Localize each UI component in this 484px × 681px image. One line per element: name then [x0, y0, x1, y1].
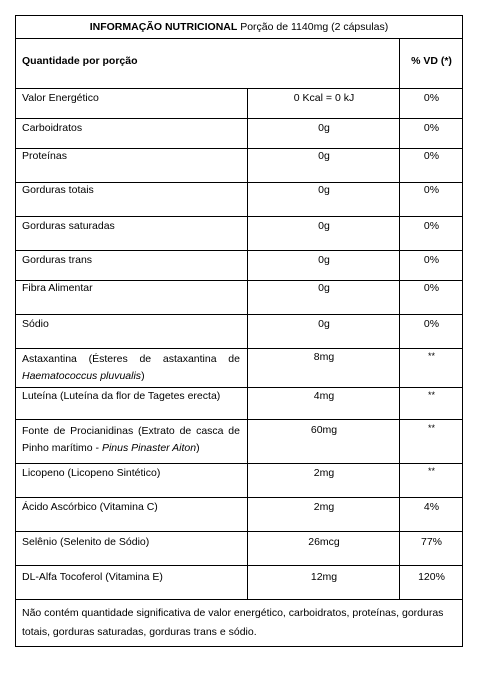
divider — [16, 463, 462, 464]
divider — [16, 599, 462, 600]
divider — [16, 387, 462, 388]
title-portion: Porção de 1140mg (2 cápsulas) — [237, 21, 389, 33]
row-vd: 0% — [423, 92, 440, 104]
row-name-italic: Pinus Pinaster Aiton — [101, 442, 197, 454]
column-divider — [247, 88, 248, 599]
row-amount: 26mcg — [308, 536, 340, 548]
row-name-italic: Haematococcus pluvualis — [22, 370, 142, 382]
divider — [16, 348, 462, 349]
row-amount: 0g — [318, 254, 330, 266]
row-vd: 0% — [423, 318, 440, 330]
divider — [16, 497, 462, 498]
row-name: Fibra Alimentar — [22, 282, 93, 294]
row-amount: 12mg — [310, 571, 338, 583]
row-vd: 0% — [423, 220, 440, 232]
row-name — [22, 423, 240, 457]
row-vd: 4% — [423, 501, 440, 513]
nutrition-table — [15, 15, 463, 647]
row-amount: 0g — [318, 184, 330, 196]
row-amount: 60mg — [310, 424, 338, 436]
row-vd: ** — [427, 423, 435, 433]
row-name: Gorduras trans — [22, 254, 93, 266]
divider — [16, 88, 462, 89]
title-bold: INFORMAÇÃO NUTRICIONAL — [89, 21, 238, 33]
row-name-text: Fonte de Procianidinas (Extrato de casca de Pinho marítimo - — [22, 425, 240, 454]
row-name — [22, 351, 240, 385]
row-name: Sódio — [22, 318, 49, 330]
divider — [16, 250, 462, 251]
row-vd: 0% — [423, 150, 440, 162]
row-name: Selênio (Selenito de Sódio) — [22, 536, 150, 548]
divider — [16, 38, 462, 39]
row-amount: 2mg — [313, 467, 335, 479]
footnote: Não contém quantidade significativa de valor energético, carboidratos, proteínas, gorduras totais, gorduras saturadas, gorduras trans e sódio. — [22, 607, 444, 638]
row-name: Valor Energético — [22, 92, 99, 104]
divider — [16, 216, 462, 217]
row-amount: 0g — [318, 282, 330, 294]
row-name: Ácido Ascórbico (Vitamina C) — [22, 501, 158, 513]
row-vd: 0% — [423, 184, 440, 196]
row-name: Carboidratos — [22, 122, 83, 134]
divider — [16, 419, 462, 420]
row-amount: 8mg — [313, 351, 335, 363]
row-name-after: ) — [196, 442, 200, 454]
row-amount: 4mg — [313, 390, 335, 402]
divider — [16, 314, 462, 315]
row-vd: ** — [427, 390, 435, 400]
row-name: Gorduras totais — [22, 184, 94, 196]
row-vd: ** — [427, 466, 435, 476]
row-vd: 120% — [418, 571, 445, 583]
row-amount: 2mg — [313, 501, 335, 513]
row-name: Licopeno (Licopeno Sintético) — [22, 467, 161, 479]
row-name-after: ) — [141, 370, 145, 382]
divider — [16, 118, 462, 119]
row-name: Gorduras saturadas — [22, 220, 115, 232]
row-amount: 0g — [318, 318, 330, 330]
header-vd: % VD (*) — [411, 55, 452, 67]
header-quantity: Quantidade por porção — [22, 55, 138, 67]
divider — [16, 565, 462, 566]
row-amount: 0g — [318, 220, 330, 232]
row-name: DL-Alfa Tocoferol (Vitamina E) — [22, 571, 163, 583]
row-vd: 0% — [423, 282, 440, 294]
row-vd: ** — [427, 351, 435, 361]
row-name: Luteína (Luteína da flor de Tagetes erecta) — [22, 390, 221, 402]
row-amount: 0 Kcal = 0 kJ — [293, 92, 355, 104]
divider — [16, 531, 462, 532]
row-vd: 0% — [423, 122, 440, 134]
row-vd: 0% — [423, 254, 440, 266]
row-name-text: Astaxantina (Ésteres de astaxantina de — [22, 353, 240, 365]
row-amount: 0g — [318, 122, 330, 134]
row-vd: 77% — [420, 536, 442, 548]
table-title — [16, 20, 462, 34]
row-name: Proteínas — [22, 150, 67, 162]
row-amount: 0g — [318, 150, 330, 162]
